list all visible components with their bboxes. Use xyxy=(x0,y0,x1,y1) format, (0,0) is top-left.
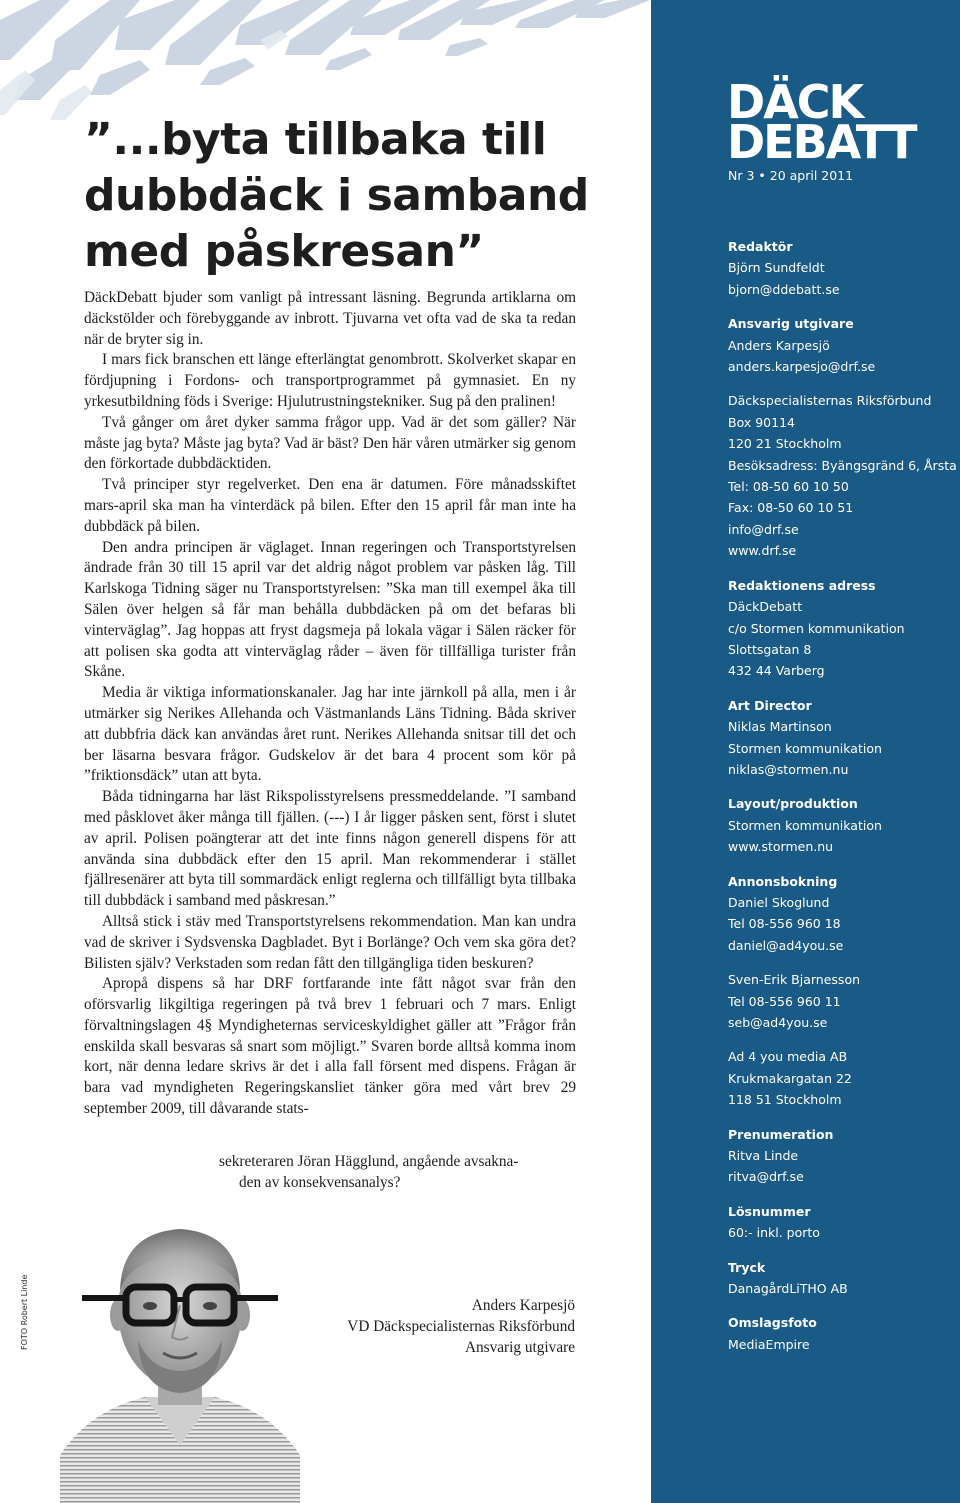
masthead-line: seb@ad4you.se xyxy=(728,1015,828,1030)
masthead-group xyxy=(728,695,960,781)
masthead-line: Krukmakargatan 22 xyxy=(728,1070,852,1086)
signature-name: Anders Karpesjö xyxy=(471,1297,575,1314)
headline xyxy=(84,112,644,280)
paragraph: Den andra principen är väglaget. Innan regeringen och Transportstyrelsen ändrade från 30 till 15 april var det aldrig något problem var påsken låg. Till Karlskoga Tidning säger nu Transportstyrelsen: ”Ska man till exempel åka till Sälen över helgen så får man behålla dubbdäcken på om det befaras bli vinterväglag”. Jag hoppas att fryst dagsmeja på lokala vägar i Sälen räcker för att polisen ska godta att vinterväglag råder – även för tillfälliga turister från Skåne. xyxy=(84,538,576,681)
headline-line: ”...byta tillbaka till xyxy=(84,114,547,165)
masthead-credits xyxy=(728,236,960,1368)
masthead-line: www.drf.se xyxy=(728,543,797,559)
masthead-group xyxy=(728,793,960,857)
headline-line: dubbdäck i samband xyxy=(84,170,589,221)
logo-line: DÄCK xyxy=(727,75,863,129)
masthead-group-title: Ansvarig utgivare xyxy=(728,316,854,332)
masthead-line: Box 90114 xyxy=(728,414,795,430)
masthead-line: c/o Stormen kommunikation xyxy=(728,620,905,636)
signature-role: Ansvarig utgivare xyxy=(464,1338,575,1356)
masthead-line: www.stormen.nu xyxy=(728,839,834,855)
signature-role: VD Däckspecialisternas Riksförbund xyxy=(347,1317,575,1335)
masthead-line: 120 21 Stockholm xyxy=(728,436,842,452)
masthead-line: anders.karpesjo@drf.se xyxy=(728,359,876,375)
masthead-line: MediaEmpire xyxy=(728,1336,810,1352)
masthead-group-title: Prenumeration xyxy=(728,1126,834,1142)
masthead-group-title: Layout/produktion xyxy=(728,796,858,812)
paragraph: Två gånger om året dyker samma frågor upp. Vad är det som gäller? När måste jag byta? Måste jag byta? Vad är bäst? Den här våren utmärker sig genom den förkortade dubbdäcktiden. xyxy=(84,413,576,473)
masthead-line: Tel 08-556 960 11 xyxy=(728,993,841,1009)
masthead-group-title: Redaktör xyxy=(728,239,793,254)
masthead-line: DäckDebatt xyxy=(728,599,803,615)
masthead-group xyxy=(728,1201,960,1244)
masthead-line: Sven-Erik Bjarnesson xyxy=(728,972,861,988)
paragraph: I mars fick branschen ett länge efterlängtat genombrott. Skolverket skapar en fördjupning i Fordons- och transportprogrammet på gymnasiet. En ny yrkesutbildning föds i Sverige: Hjulutrustningstekniker. Sug på den pralinen! xyxy=(84,351,576,410)
masthead-group xyxy=(728,390,960,561)
author-portrait xyxy=(60,1205,300,1503)
masthead-line: 432 44 Varberg xyxy=(728,663,825,679)
paragraph: Alltså stick i stäv med Transportstyrelsens rekommendation. Man kan undra vad de skriver i Sydsvenska Dagbladet. Byt i Borlänge? Och vem ska göra det? Bilisten själv? Verkstaden som redan fått den tillgängliga tiden beskuren? xyxy=(84,912,576,972)
masthead-line: 118 51 Stockholm xyxy=(728,1092,842,1108)
masthead-line: Stormen kommunikation xyxy=(728,740,882,756)
paragraph: Båda tidningarna har läst Rikspolisstyrelsens pressmeddelande. ”I samband med påsklovet åker många till fjällen. (---) I år ligger påsken sent, först i slutet av april. Polisen poängterar att det inte finns någon generell dispens för att använda sina dubbdäck efter den 15 april. Man rekommenderar i stället fjällresenärer att byta till sommardäck enligt reglerna och tillfälligt byta tillbaka till dubbdäck i samband med påskresan.” xyxy=(84,788,576,910)
paragraph-tail-line: sekreteraren Jöran Hägglund, angående avsakna- xyxy=(219,1153,519,1170)
masthead-group-title: Tryck xyxy=(728,1259,766,1275)
masthead-line: info@drf.se xyxy=(728,521,799,537)
masthead-group xyxy=(728,871,960,957)
paragraph: Apropå dispens så har DRF fortfarande inte fått något svar från den oförsvarlig likgiltiga regeringen på två brev 1 februari och 7 mars. Enligt förvaltningslagen 4§ Myndigheternas serviceskyldighet gäller att ”Frågor från enskilda skall besvaras så snart som möjligt.” Svaren borde alltså komma inom kort, när denna ledare skrivs är det i alla fall försent med dispens. Frågan är bara vad myndigheten Regeringskansliet tänker göra med vårt brev 29 september 2009, till dåvarande stats- xyxy=(84,975,576,1118)
masthead-line: DanagårdLiTHO AB xyxy=(728,1281,848,1297)
masthead-line: Ad 4 you media AB xyxy=(728,1049,848,1065)
masthead-line: Fax: 08-50 60 10 51 xyxy=(728,500,854,516)
masthead-group xyxy=(728,969,960,1033)
masthead-line: Niklas Martinson xyxy=(728,719,832,735)
masthead-line: Ritva Linde xyxy=(728,1148,799,1164)
masthead-group xyxy=(728,1312,960,1355)
paragraph: Två principer styr regelverket. Den ena är datumen. Före månadsskiftet mars-april ska man ha vinterdäck på bilen. Efter den 15 april får man inte ha dubbdäck på bilen. xyxy=(84,476,576,535)
masthead-line: Däckspecialisternas Riksförbund xyxy=(728,393,932,409)
masthead-line: Daniel Skoglund xyxy=(728,894,830,910)
headline-line: med påskresan” xyxy=(84,226,484,277)
masthead-line: Björn Sundfeldt xyxy=(728,260,825,276)
masthead-sidebar xyxy=(651,0,960,1503)
masthead-group xyxy=(728,1257,960,1300)
masthead-line: niklas@stormen.nu xyxy=(728,761,849,777)
masthead-group xyxy=(728,313,960,377)
masthead-group-title: Redaktionens adress xyxy=(728,577,876,593)
masthead-line: ritva@drf.se xyxy=(728,1169,804,1185)
masthead-line: Besöksadress: Byängsgränd 6, Årsta xyxy=(728,457,957,473)
masthead-group xyxy=(728,1124,960,1188)
masthead-line: Anders Karpesjö xyxy=(728,337,830,353)
tire-tread-graphic xyxy=(0,0,650,130)
article-body xyxy=(84,288,576,1120)
daeckdebatt-logo xyxy=(727,75,916,169)
paragraph: Media är viktiga informationskanaler. Jag har inte järnkoll på alla, men i år utmärker sig Nerikes Allehanda och Västmanlands Läns Tidning. Båda skriver att dubbfria däck kan användas året runt. Nerikes Allehanda snitsar till det och ber läsarna besvara frågor. Gudskelov är det bara 4 procent som kör på ”friktionsdäck” utan att byta. xyxy=(84,684,576,785)
masthead-group-title: Annonsbokning xyxy=(728,873,838,889)
logo-line: DEBATT xyxy=(727,115,916,169)
masthead-group-title: Lösnummer xyxy=(728,1203,811,1219)
paragraph: DäckDebatt bjuder som vanligt på intressant läsning. Begrunda artiklarna om däckstölder och förebyggande av inbrott. Tjuvarna vet ofta vad de ska ta redan när de bryter sig in. xyxy=(84,289,576,348)
masthead-group xyxy=(728,575,960,682)
masthead-line: Stormen kommunikation xyxy=(728,817,882,833)
masthead-group xyxy=(728,1046,960,1110)
masthead-line: 60:- inkl. porto xyxy=(728,1225,820,1241)
masthead-group xyxy=(728,236,960,300)
masthead-line: Tel 08-556 960 18 xyxy=(728,916,841,932)
paragraph-tail-line: den av konsekvensanalys? xyxy=(239,1174,401,1191)
masthead-group-title: Omslagsfoto xyxy=(728,1315,817,1331)
photo-credit: FOTO Robert Linde xyxy=(20,1274,29,1350)
masthead-line: bjorn@ddebatt.se xyxy=(728,281,840,297)
masthead-line: daniel@ad4you.se xyxy=(728,937,844,953)
masthead-line: Tel: 08-50 60 10 50 xyxy=(728,479,849,495)
signature xyxy=(347,1296,575,1358)
masthead-group-title: Art Director xyxy=(728,697,812,713)
issue-info: Nr 3 • 20 april 2011 xyxy=(728,168,854,183)
masthead-line: Slottsgatan 8 xyxy=(728,641,812,657)
